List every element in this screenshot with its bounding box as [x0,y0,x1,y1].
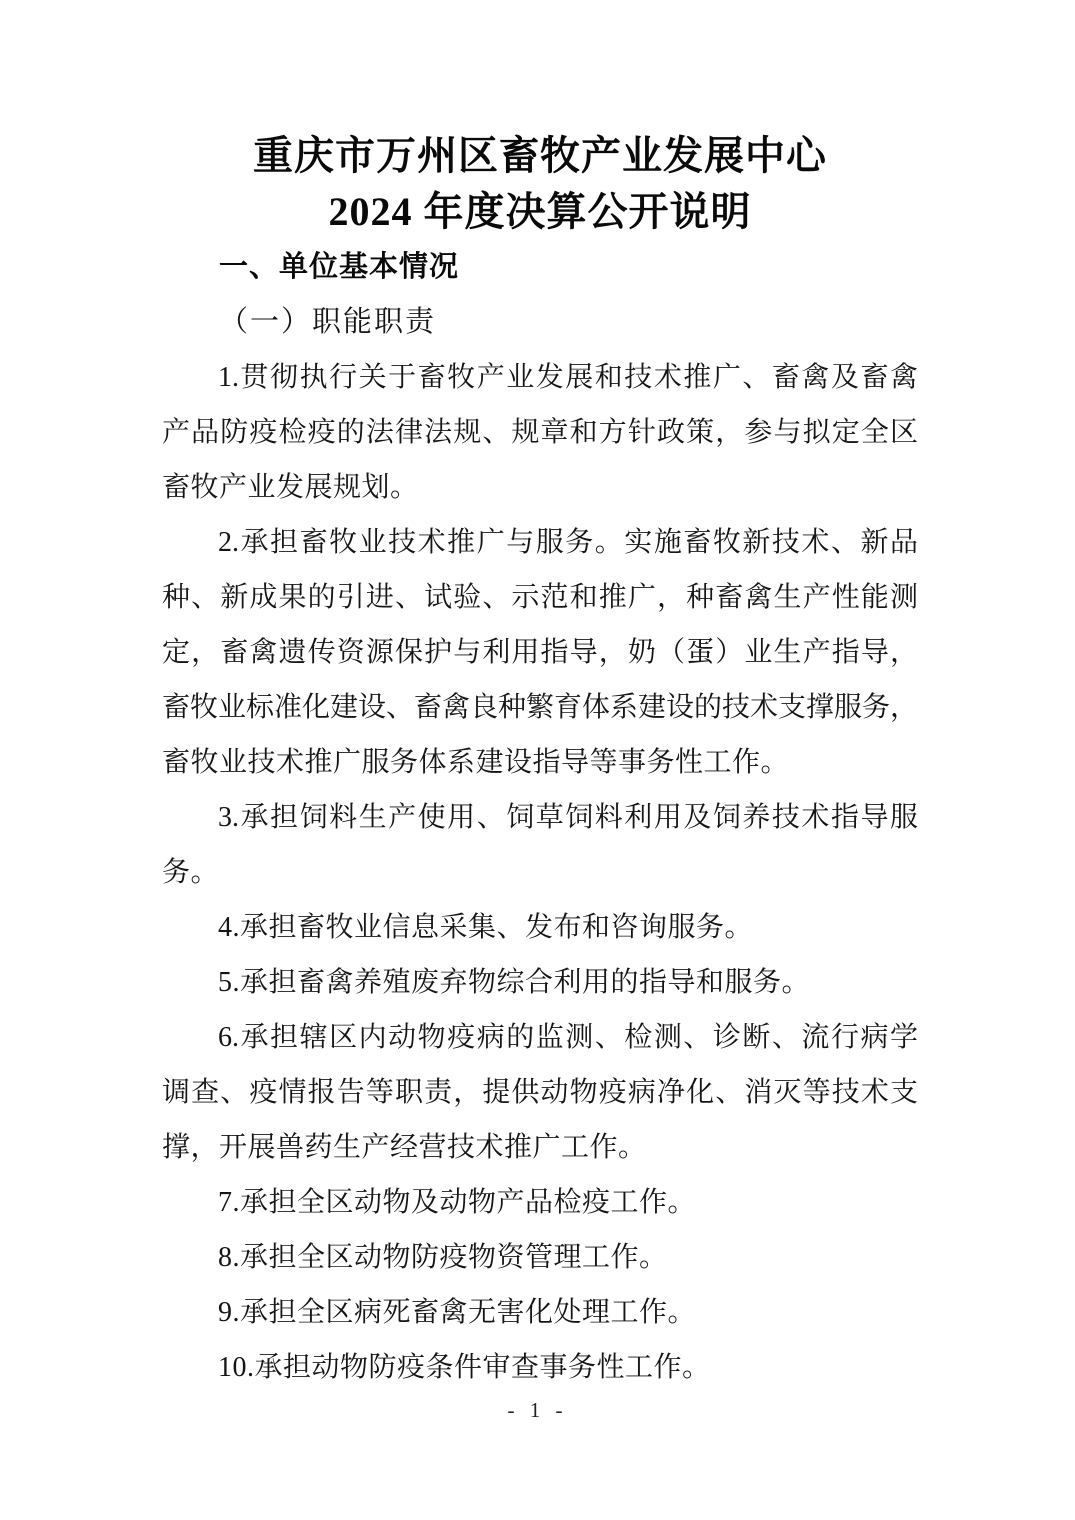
body-line: 8.承担全区动物防疫物资管理工作。 [218,1242,668,1273]
document-title-line-2: 2024 年度决算公开说明 [328,189,752,234]
section-heading: 一、单位基本情况 [219,251,460,283]
body-line: 3.承担饲料生产使用、饲草饲料利用及饲养技术指导服 [218,802,918,833]
body-line: 产品防疫检疫的法律法规、规章和方针政策，参与拟定全区 [162,417,918,448]
document-title [162,128,918,240]
body-line: 畜牧业标准化建设、畜禽良种繁育体系建设的技术支撑服务， [162,692,919,723]
body-line: 畜牧业技术推广服务体系建设指导等事务性工作。 [162,747,790,778]
body-line: 2.承担畜牧业技术推广与服务。实施畜牧新技术、新品 [218,527,918,558]
document-title-line-1: 重庆市万州区畜牧产业发展中心 [253,133,827,178]
sub-section-heading: （一）职能职责 [219,306,437,338]
body-line: 畜牧产业发展规划。 [162,472,419,503]
body-line: 7.承担全区动物及动物产品检疫工作。 [218,1187,697,1218]
body-line: 种、新成果的引进、试验、示范和推广，种畜禽生产性能测 [162,582,918,613]
body-line: 5.承担畜禽养殖废弃物综合利用的指导和服务。 [218,967,811,998]
body-line: 6.承担辖区内动物疫病的监测、检测、诊断、流行病学 [218,1022,918,1053]
body-line: 9.承担全区病死畜禽无害化处理工作。 [218,1297,697,1328]
body-line: 定，畜禽遗传资源保护与利用指导，奶（蛋）业生产指导， [162,637,918,668]
body-line: 务。 [162,857,220,888]
body-line: 调查、疫情报告等职责，提供动物疫病净化、消灭等技术支 [162,1077,918,1108]
page-number: - 1 - [507,1398,568,1422]
body-line: 1.贯彻执行关于畜牧产业发展和技术推广、畜禽及畜禽 [218,362,918,393]
body-line: 撑，开展兽药生产经营技术推广工作。 [162,1132,647,1163]
document-body [162,350,918,1395]
body-line: 10.承担动物防疫条件审查事务性工作。 [218,1352,711,1383]
body-line: 4.承担畜牧业信息采集、发布和咨询服务。 [218,912,754,943]
